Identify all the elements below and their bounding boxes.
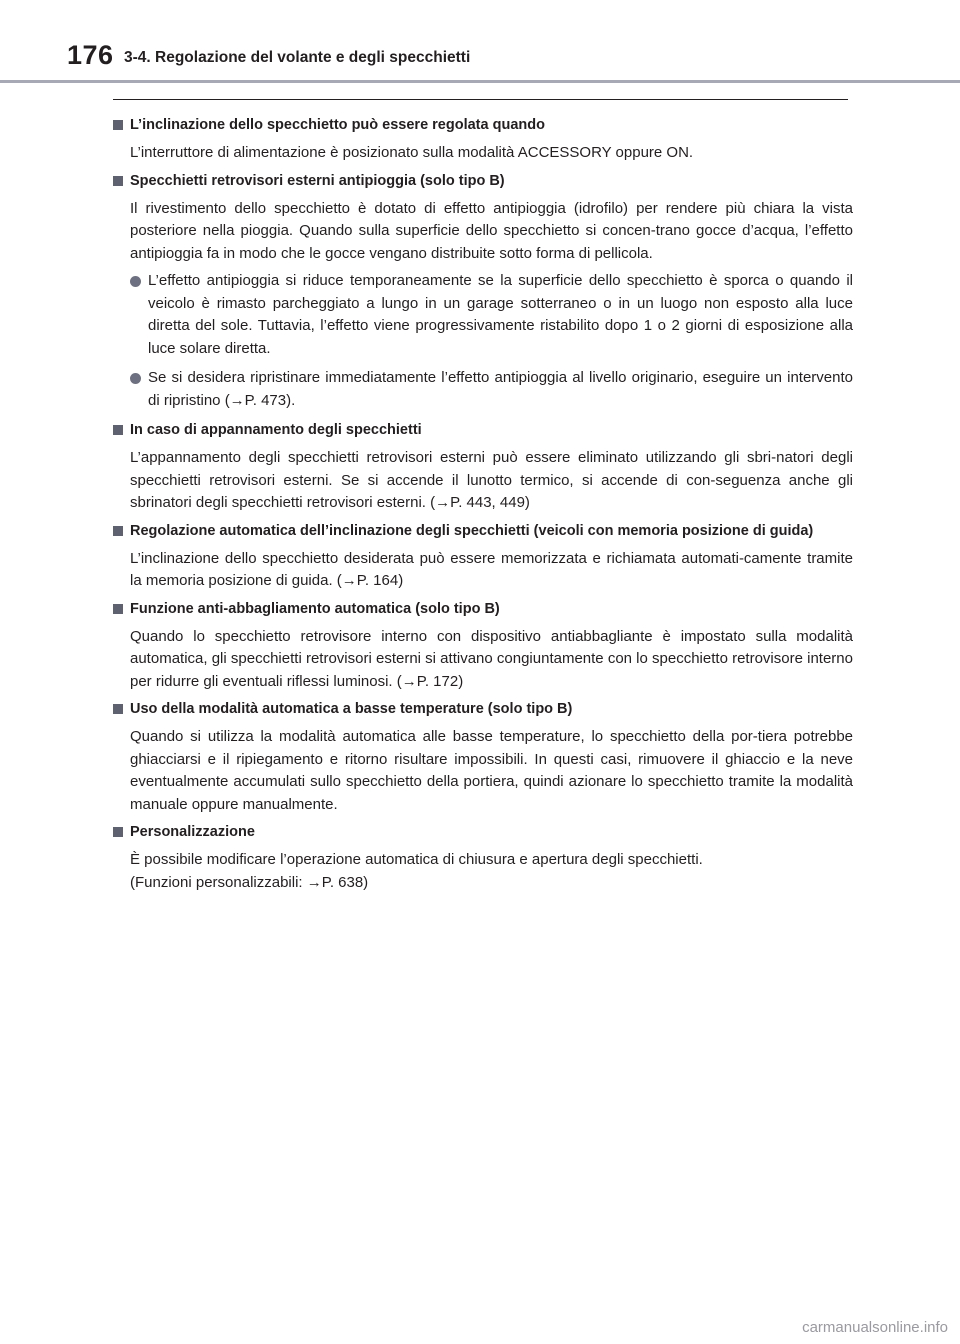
section-automatic-tilt-adjustment — [113, 520, 853, 593]
section-auto-anti-glare — [113, 598, 853, 694]
square-bullet-icon — [113, 604, 123, 614]
section-heading: Specchietti retrovisori esterni antipioggia (solo tipo B) — [113, 170, 853, 192]
square-bullet-icon — [113, 827, 123, 837]
section-heading: L’inclinazione dello specchietto può essere regolata quando — [113, 114, 853, 136]
page-number: 176 — [67, 40, 114, 70]
section-customization — [113, 821, 853, 894]
section-heading: In caso di appannamento degli specchietti — [113, 419, 853, 441]
section-paragraph: Quando lo specchietto retrovisore interno con dispositivo antiabbagliante è impostato sulla modalità automatica, gli specchietti retrovisori esterni si attivano congiuntamente con lo specchietto retrovisore interno per ridurre gli eventuali riflessi luminosi. (→P. 172) — [130, 627, 853, 690]
square-bullet-icon — [113, 120, 123, 130]
bullet-item: Se si desidera ripristinare immediatamente l’effetto antipioggia al livello originario, eseguire un intervento di ripristino (→P. 473). — [130, 367, 853, 412]
section-paragraph: Quando si utilizza la modalità automatica alle basse temperature, lo specchietto della por-tiera potrebbe ghiacciarsi e il ripiegamento e ritorno risultare impossibili. In questi casi, rimuovere il ghiaccio e la neve eventualmente accumulati sullo specchietto della portiera, quindi azionare lo specchietto tramite la modalità manuale oppure manualmente. — [130, 728, 853, 813]
header-divider — [0, 80, 960, 83]
section-heading: Funzione anti-abbagliamento automatica (solo tipo B) — [113, 598, 853, 620]
section-ignition-condition — [113, 114, 853, 165]
round-bullet-icon — [130, 373, 141, 384]
section-rain-repellent-mirrors — [113, 170, 853, 413]
section-paragraph: L’interruttore di alimentazione è posizionato sulla modalità ACCESSORY oppure ON. — [130, 144, 694, 161]
section-paragraph: È possibile modificare l’operazione automatica di chiusura e apertura degli specchietti. — [130, 851, 703, 868]
section-heading: Personalizzazione — [113, 821, 853, 843]
section-title: 3-4. Regolazione del volante e degli specchietti — [124, 49, 471, 66]
section-mirror-fogging — [113, 419, 853, 515]
section-heading: Regolazione automatica dell’inclinazione degli specchietti (veicoli con memoria posizione di guida) — [113, 520, 853, 542]
square-bullet-icon — [113, 704, 123, 714]
square-bullet-icon — [113, 425, 123, 435]
section-low-temperature-mode — [113, 698, 853, 816]
square-bullet-icon — [113, 176, 123, 186]
watermark-text: carmanualsonline.info — [802, 1319, 948, 1336]
section-paragraph: L’inclinazione dello specchietto desiderata può essere memorizzata e richiamata automati-camente tramite la memoria posizione di guida. (→P. 164) — [130, 549, 853, 589]
section-paragraph: L’appannamento degli specchietti retrovisori esterni può essere eliminato utilizzando gli sbri-natori degli specchietti retrovisori esterni. Se si accende il lunotto termico, si accende di con-seguenza anche gli sbrinatori degli specchietti retrovisori esterni. (→P. 443, 449) — [130, 449, 853, 511]
round-bullet-icon — [130, 276, 141, 287]
section-heading: Uso della modalità automatica a basse temperature (solo tipo B) — [113, 698, 853, 720]
section-paragraph: Il rivestimento dello specchietto è dotato di effetto antipioggia (idrofilo) per rendere più chiara la vista posteriore nella pioggia. Quando sulla superficie dello specchietto si concen-trano gocce d’acqua, l’effetto antipioggia fa in modo che le gocce vengano distribuite sotto forma di pellicola. — [130, 199, 853, 262]
page-header — [0, 0, 960, 84]
square-bullet-icon — [113, 526, 123, 536]
content-body — [113, 114, 853, 899]
content-top-divider — [113, 99, 848, 100]
section-paragraph: (Funzioni personalizzabili: →P. 638) — [130, 873, 369, 891]
bullet-item: L’effetto antipioggia si riduce temporaneamente se la superficie dello specchietto è sporca o quando il veicolo è rimasto parcheggiato a lungo in un garage sotterraneo o in un luogo non esposto alla luce diretta del sole. Tuttavia, l’effetto viene progressivamente ristabilito dopo 1 o 2 giorni di esposizione alla luce solare diretta. — [130, 270, 853, 360]
